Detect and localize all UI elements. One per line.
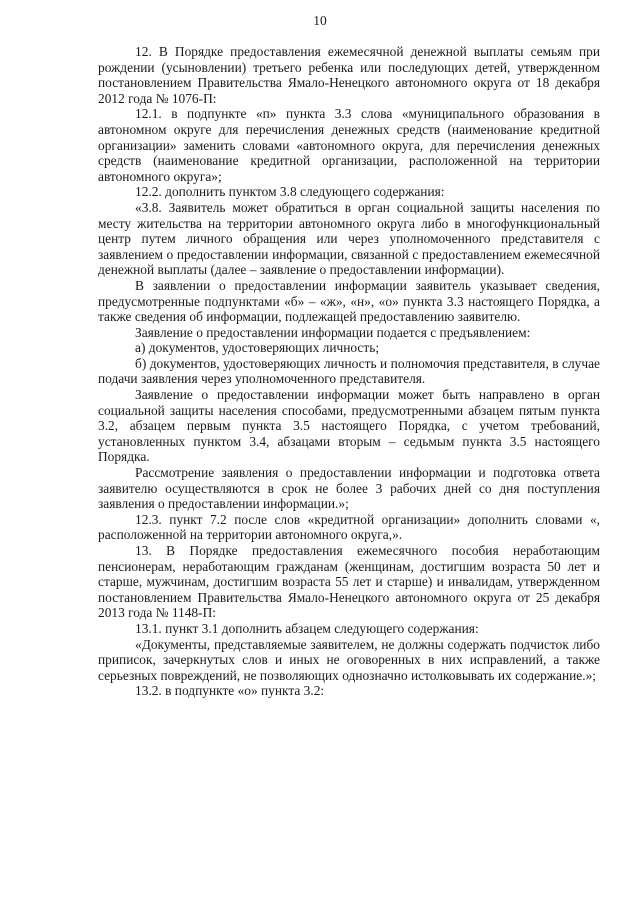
paragraph: б) документов, удостоверяющих личность и полномочия представителя, в случае подачи заявления через уполномоченного представителя.: [98, 355, 600, 387]
paragraph: «Документы, представляемые заявителем, не должны содержать подчисток либо приписок, зачеркнутых слов и иных не оговоренных в них исправлений, а также серьезных повреждений, не позволяющих однозначно истолковывать их содержание.»;: [98, 636, 600, 683]
paragraph: Заявление о предоставлении информации подается с предъявлением:: [135, 324, 531, 340]
paragraph: 12. В Порядке предоставления ежемесячной денежной выплаты семьям при рождении (усыновлении) третьего ребенка или последующих детей, утвержденном постановлением Правительства Ямало-Ненецкого автономного округа от 18 декабря 2012 года № 1076-П:: [98, 44, 600, 106]
paragraph: 12.1. в подпункте «п» пункта 3.3 слова «муниципального образования в автономном округе для перечисления денежных средств (наименование кредитной организации» заменить словами «автономного округа, для перечисления денежных средств (наименование кредитной организации, расположенной на территории автономного округа»;: [98, 106, 600, 184]
paragraph: 12.2. дополнить пунктом 3.8 следующего содержания:: [135, 184, 445, 200]
paragraph: В заявлении о предоставлении информации заявитель указывает сведения, предусмотренные подпунктами «б» – «ж», «н», «о» пункта 3.3 настоящего Порядка, а также сведения об информации, подлежащей предоставлению заявителю.: [98, 277, 600, 325]
page-number: 10: [313, 13, 327, 28]
paragraph: «3.8. Заявитель может обратиться в орган социальной защиты населения по месту жительства на территории автономного округа либо в многофункциональный центр путем личного обращения или через уполномоченного представителя с заявлением о предоставлении информации, связанной с предоставлением ежемесячной денежной выплаты (далее – заявление о предоставлении информации).: [98, 199, 600, 278]
paragraph: 13.2. в подпункте «о» пункта 3.2:: [135, 683, 325, 699]
paragraph: Рассмотрение заявления о предоставлении информации и подготовка ответа заявителю осуществляются в срок не более 3 рабочих дней со дня поступления заявления о предоставлении информации.»;: [98, 465, 600, 512]
paragraph: а) документов, удостоверяющих личность;: [135, 340, 380, 356]
paragraph: Заявление о предоставлении информации может быть направлено в орган социальной защиты населения способами, предусмотренными абзацем пятым пункта 3.2, абзацем первым пункта 3.5 настоящего Порядка, с учетом требований, установленных пунктом 3.4, абзацами вторым – седьмым пункта 3.5 настоящего Порядка.: [98, 387, 600, 465]
paragraph: 13.1. пункт 3.1 дополнить абзацем следующего содержания:: [135, 620, 479, 636]
paragraph: 13. В Порядке предоставления ежемесячного пособия неработающим пенсионерам, неработающим гражданам (женщинам, достигшим возраста 50 лет и старше, мужчинам, достигшим возраста 55 лет и старше) и инвалидам, утвержденном постановлением Правительства Ямало-Ненецкого автономного округа от 25 декабря 2013 года № 1148-П:: [98, 543, 600, 621]
paragraph: 12.3. пункт 7.2 после слов «кредитной организации» дополнить словами «, расположенной на территории автономного округа,».: [98, 511, 600, 543]
document-body: [98, 44, 600, 699]
